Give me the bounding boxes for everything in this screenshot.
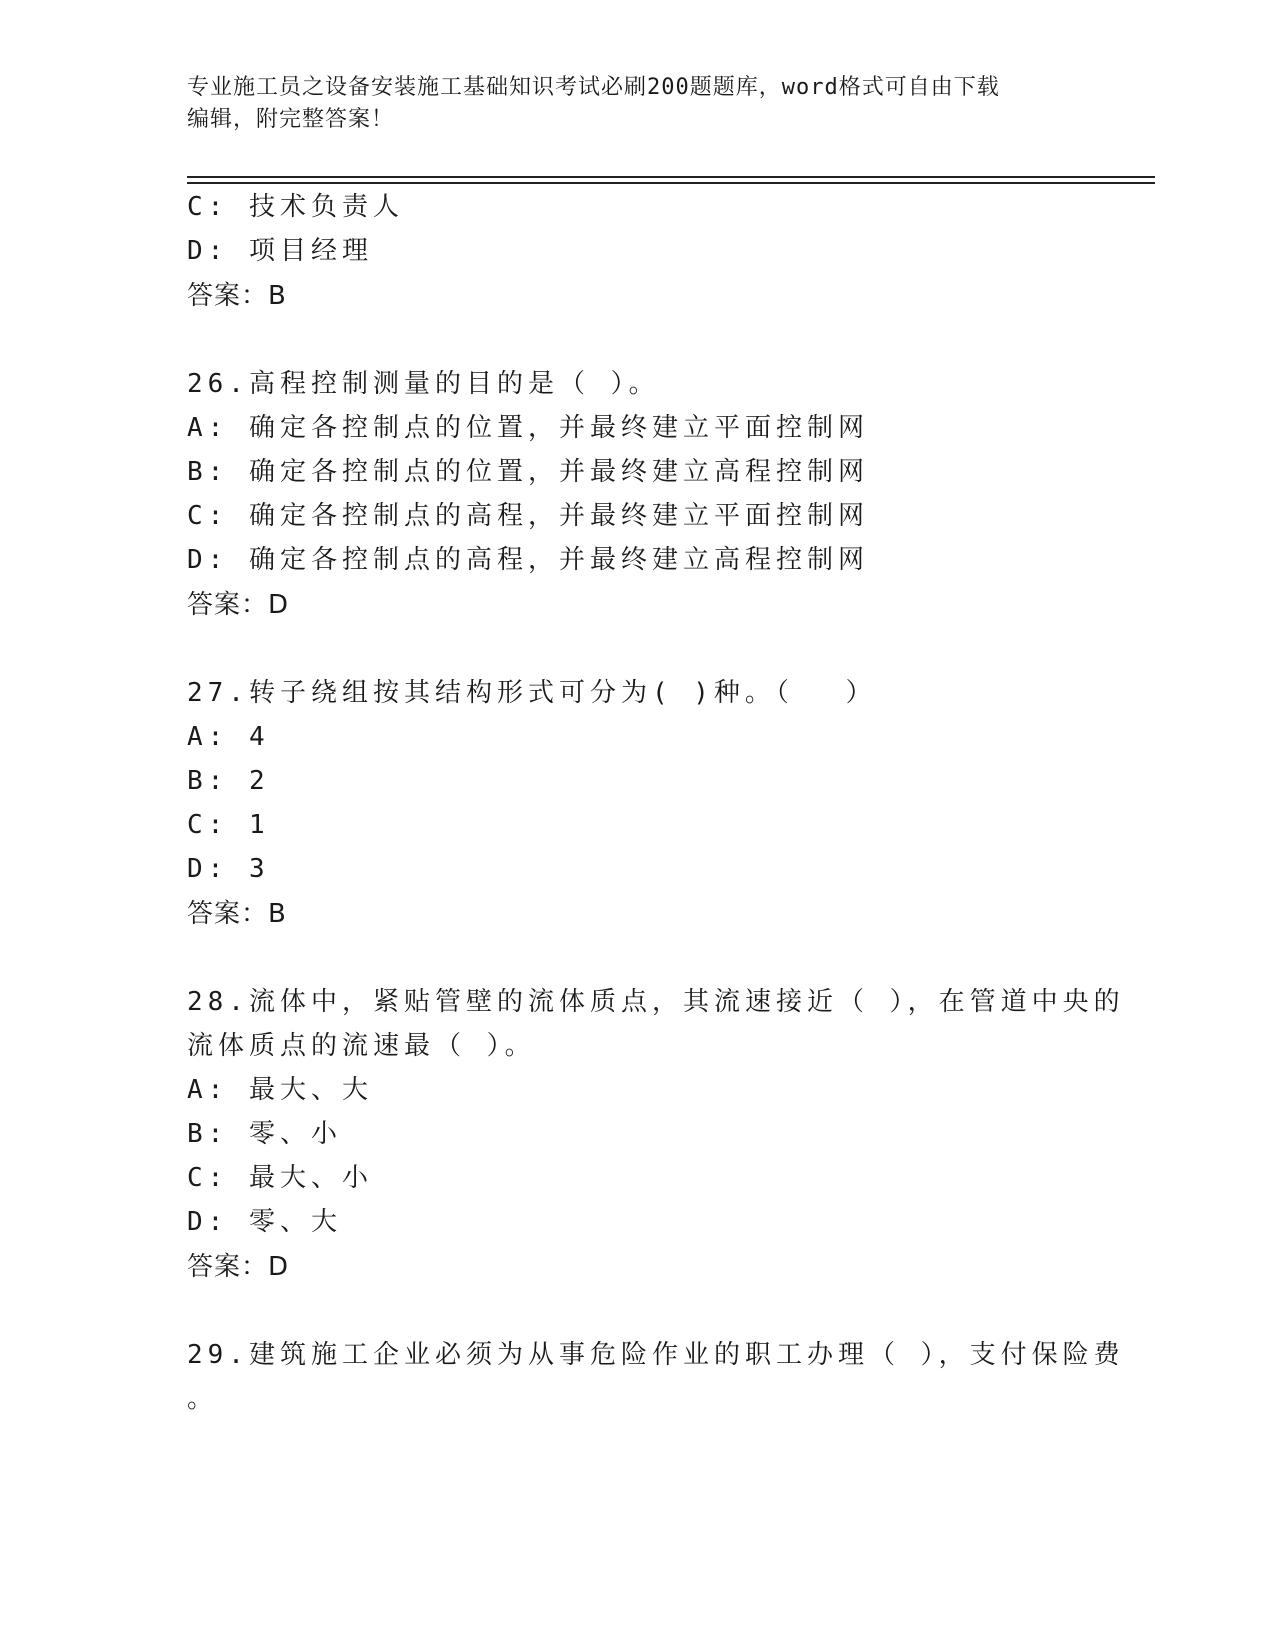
q28-stem-line-1: 28.流体中，紧贴管壁的流体质点，其流速接近（ ），在管道中央的 — [187, 987, 1125, 1017]
q26-option-c: C: 确定各控制点的高程，并最终建立平面控制网 — [187, 501, 869, 531]
q28-answer: 答案：D — [187, 1252, 290, 1282]
q27-option-b: B: 2 — [187, 766, 270, 796]
q26-option-b: B: 确定各控制点的位置，并最终建立高程控制网 — [187, 457, 869, 487]
q26-option-a: A: 确定各控制点的位置，并最终建立平面控制网 — [187, 413, 869, 443]
q27-option-c: C: 1 — [187, 810, 270, 840]
header-divider-bottom — [187, 182, 1155, 184]
q28-stem-line-2: 流体质点的流速最（ ）。 — [187, 1031, 536, 1061]
q26-option-d: D: 确定各控制点的高程，并最终建立高程控制网 — [187, 545, 869, 575]
q28-option-c: C: 最大、小 — [187, 1163, 373, 1193]
q29-stem-line-2: 。 — [187, 1384, 219, 1414]
document-header — [187, 72, 1087, 136]
q26-stem: 26.高程控制测量的目的是（ ）。 — [187, 369, 660, 399]
q27-option-d: D: 3 — [187, 854, 270, 884]
q27-answer: 答案：B — [187, 899, 287, 929]
q27-option-a: A: 4 — [187, 722, 270, 752]
q28-option-a: A: 最大、大 — [187, 1075, 373, 1105]
header-line-1: 专业施工员之设备安装施工基础知识考试必刷200题题库，word格式可自由下载 — [187, 75, 1000, 100]
q29-stem-line-1: 29.建筑施工企业必须为从事危险作业的职工办理（ ），支付保险费 — [187, 1340, 1125, 1370]
q28-option-b: B: 零、小 — [187, 1119, 342, 1149]
q25-answer: 答案：B — [187, 281, 287, 311]
header-line-2: 编辑，附完整答案！ — [187, 107, 395, 132]
q28-option-d: D: 零、大 — [187, 1207, 342, 1237]
q25-option-d: D: 项目经理 — [187, 236, 373, 266]
q25-option-c: C: 技术负责人 — [187, 192, 404, 222]
q27-stem: 27.转子绕组按其结构形式可分为( )种。（ ） — [187, 678, 877, 708]
q26-answer: 答案：D — [187, 590, 290, 620]
header-divider-top — [187, 176, 1155, 178]
